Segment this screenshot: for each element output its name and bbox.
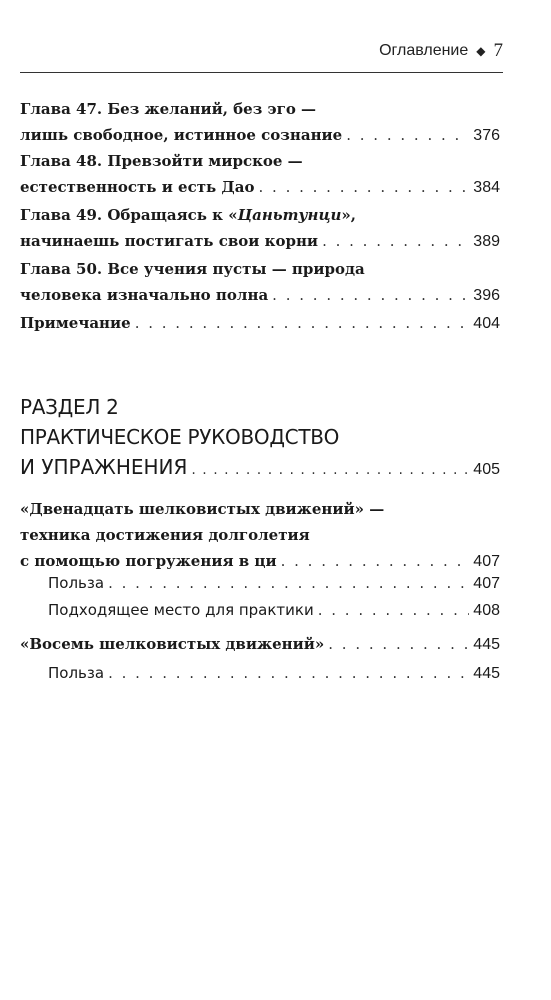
subentry-page-number: 408: [473, 602, 500, 619]
toc-section-2[interactable]: [20, 392, 500, 485]
diamond-icon: ◆: [476, 44, 486, 58]
entry-leader-line: [20, 174, 500, 201]
toc-subentry-benefit-1[interactable]: [48, 570, 500, 597]
toc-entry-eight-movements[interactable]: [20, 631, 500, 658]
title-prefix: Глава 49. Обращаясь к «: [20, 206, 238, 224]
toc-subentry-practice-place[interactable]: [48, 597, 500, 624]
entry-leader-line: [20, 122, 500, 149]
entry-title-line-1: «Двенадцать шелковистых движений» —: [20, 500, 385, 518]
entry-page-number: 384: [473, 179, 500, 196]
entry-title-line-2: человека изначально полна: [20, 286, 269, 304]
entry-title-line-2: начинаешь постигать свои корни: [20, 232, 319, 250]
entry-leader-line: [20, 228, 500, 255]
toc-entry-chapter-48[interactable]: [20, 148, 500, 201]
entry-leader-line: [20, 631, 500, 658]
subentry-title: Польза: [48, 664, 105, 682]
subentry-title: Подходящее место для практики: [48, 601, 314, 619]
entry-title: «Восемь шелковистых движений»: [20, 635, 325, 653]
entry-leader-line: [48, 597, 500, 624]
dot-leader: [318, 597, 470, 623]
header-rule: [20, 72, 503, 73]
section-title-line-1: ПРАКТИЧЕСКОЕ РУКОВОДСТВО: [20, 425, 340, 449]
running-header: [20, 40, 503, 66]
header-page-number: 7: [493, 40, 503, 61]
dot-leader: [135, 310, 470, 336]
dot-leader: [346, 122, 469, 148]
entry-title: Примечание: [20, 314, 131, 332]
dot-leader: [191, 455, 469, 485]
entry-page-number: 404: [473, 315, 500, 332]
toc-subentry-benefit-2[interactable]: [48, 660, 500, 687]
header-title: Оглавление: [379, 42, 469, 59]
header-right: [379, 40, 503, 62]
entry-title-line-1: Глава 50. Все учения пусты — природа: [20, 260, 365, 278]
section-leader-line: [20, 452, 500, 485]
entry-page-number: 396: [473, 287, 500, 304]
entry-title-line-1: [20, 202, 500, 228]
section-label: РАЗДЕЛ 2: [20, 395, 119, 419]
subentry-title: Польза: [48, 574, 105, 592]
dot-leader: [108, 660, 469, 686]
section-title-line-2: И УПРАЖНЕНИЯ: [20, 455, 188, 479]
title-italic: Цаньтунци: [237, 206, 342, 224]
entry-page-number: 389: [473, 233, 500, 250]
dot-leader: [328, 631, 469, 657]
toc-entry-chapter-47[interactable]: [20, 96, 500, 149]
entry-page-number: 445: [473, 636, 500, 653]
entry-leader-line: [20, 310, 500, 337]
subentry-page-number: 407: [473, 575, 500, 592]
toc-entry-note[interactable]: [20, 310, 500, 337]
title-suffix: »,: [341, 206, 357, 224]
section-page-number: 405: [473, 461, 500, 478]
toc-entry-twelve-movements[interactable]: [20, 496, 500, 575]
entry-page-number: 376: [473, 127, 500, 144]
dot-leader: [259, 174, 470, 200]
entry-leader-line: [48, 570, 500, 597]
dot-leader: [108, 570, 469, 596]
entry-title-line-1: Глава 47. Без желаний, без эго —: [20, 100, 317, 118]
entry-title-line-3: с помощью погружения в ци: [20, 552, 277, 570]
entry-title-line-1: Глава 48. Превзойти мирское —: [20, 152, 303, 170]
entry-page-number: 407: [473, 553, 500, 570]
dot-leader: [272, 282, 469, 308]
subentry-page-number: 445: [473, 665, 500, 682]
entry-leader-line: [20, 282, 500, 309]
entry-leader-line: [48, 660, 500, 687]
entry-title-line-2: естественность и есть Дао: [20, 178, 255, 196]
entry-title-line-2: лишь свободное, истинное сознание: [20, 126, 343, 144]
toc-entry-chapter-50[interactable]: [20, 256, 500, 309]
dot-leader: [322, 228, 469, 254]
toc-entry-chapter-49[interactable]: [20, 202, 500, 255]
entry-title-line-2: техника достижения долголетия: [20, 526, 310, 544]
